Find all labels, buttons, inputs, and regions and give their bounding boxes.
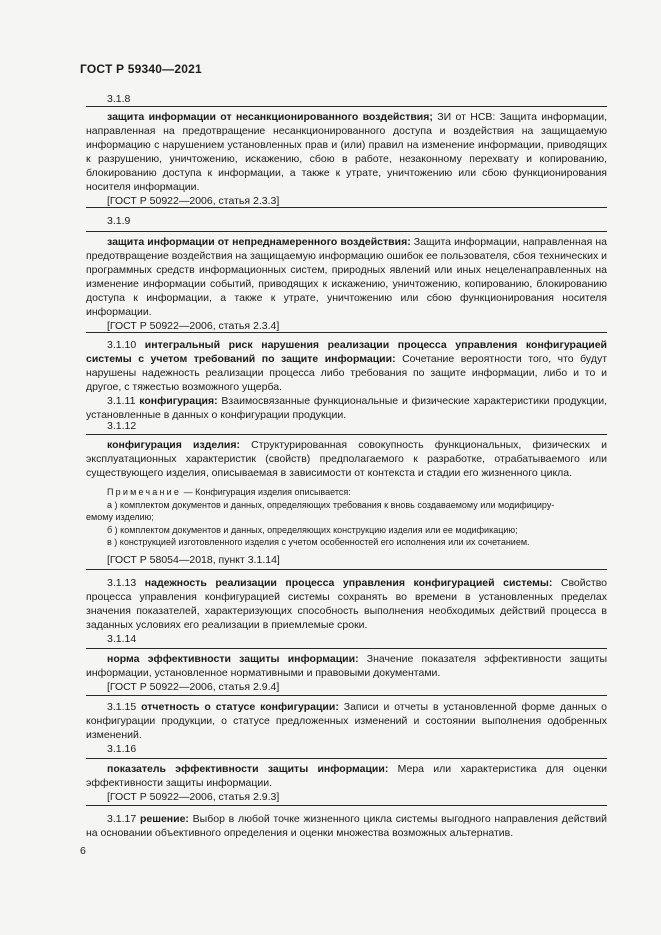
note-item-b: б ) комплектом документов и данных, определяющих конструкцию изделия или ее модификацию; — [107, 524, 518, 535]
definition-text-3-1-12: Структурированная совокупность функциональных, физических и эксплуатационных характеристик (свойств) предполагаемого к разработке, отрабатываемого или существующего изделия, описываемая в зависимости от контекста и стадии его жизненного цикла. — [86, 439, 607, 479]
note-item-a-continued: емому изделию; — [86, 512, 154, 522]
note-item-c: в ) конструкцией изготовленного изделия с учетом особенностей его исполнения или их сочетанием. — [107, 537, 530, 547]
term-3-1-17: решение: — [139, 813, 189, 825]
definition-text-3-1-9: Защита информации, направленная на предотвращение воздействия на защищаемую информацию ошибок ее пользователя, сбоя технических и программных средств информационных систем, природных явлений или иных нецеленаправленных на изменение информации событий, приводящих к искажению, уничтожению, копированию, блокированию доступа к информации, а также к утрате, уничтожению или сбою функционирования носителя информации. — [86, 236, 607, 318]
clause-number-3-1-15: 3.1.15 — [107, 701, 137, 713]
clause-number-3-1-17: 3.1.17 — [107, 813, 137, 825]
clause-3-1-17 — [86, 812, 607, 840]
source-ref-3-1-9: [ГОСТ Р 50922—2006, статья 2.3.4] — [107, 320, 280, 332]
term-3-1-13: надежность реализации процесса управления конфигурацией системы: — [144, 577, 553, 589]
definition-3-1-12 — [86, 438, 607, 480]
definition-text-3-1-13: Свойство процесса управления конфигурацией системы сохранять во времени в установленных пределах значения показателей, характеризующих способность выполнения необходимых действий процесса в заданных условиях его реализации в приемлемые сроки. — [86, 577, 607, 631]
definition-box-3-1-8 — [86, 106, 607, 208]
term-3-1-9: защита информации от непреднамеренного воздействия: — [107, 236, 411, 248]
source-ref-3-1-12: [ГОСТ Р 58054—2018, пункт 3.1.14] — [107, 553, 280, 566]
note-item-a: а ) комплектом документов и данных, определяющих требования к вновь создаваемому или модифициру- — [107, 499, 555, 510]
definition-text-3-1-11: Взаимосвязанные функциональные и физические характеристики продукции, установленные в данных о конфигурации продукции. — [86, 395, 608, 421]
clause-number-3-1-16: 3.1.16 — [107, 743, 137, 755]
definition-3-1-9 — [86, 235, 607, 319]
clause-number-3-1-10: 3.1.10 — [107, 339, 137, 351]
definition-text-3-1-8: ЗИ от НСВ: Защита информации, направленная на предотвращение несанкционированного доступа и воздействия на защищаемую информацию с нарушением установленных прав и (или) правил на изменение информации, приводящих к разрушению, уничтожению, искажению, сбою в работе, незаконному перехвату и копированию, блокированию доступа к информации, а также к утрате, уничтожению или сбою функционирования носителя информации. — [86, 111, 607, 193]
definition-box-3-1-12 — [86, 434, 607, 570]
definition-text-3-1-10: Сочетание вероятности того, что будут нарушены надежность реализации процесса либо требования по защите информации, либо и то и другое, с тяжестью возможного ущерба. — [86, 353, 608, 393]
source-ref-3-1-8: [ГОСТ Р 50922—2006, статья 2.3.3] — [107, 195, 280, 207]
term-3-1-15: отчетность о статусе конфигурации: — [141, 701, 339, 713]
definition-text-3-1-15: Записи и отчеты в установленной форме данных о конфигурации продукции, о статусе предложенных изменений и состоянии выполнения одобренных изменений. — [86, 701, 607, 741]
definition-3-1-14 — [86, 652, 607, 680]
term-3-1-11: конфигурация: — [139, 395, 218, 407]
source-ref-3-1-16: [ГОСТ Р 50922—2006, статья 2.9.3] — [107, 791, 280, 803]
document-header: ГОСТ Р 59340—2021 — [80, 62, 202, 76]
note-intro: — Конфигурация изделия описывается: — [181, 487, 351, 497]
clause-number-3-1-11: 3.1.11 — [107, 395, 136, 407]
definition-3-1-16 — [86, 762, 607, 790]
definition-text-3-1-16: Мера или характеристика для оценки эффективности защиты информации. — [86, 763, 607, 789]
clause-3-1-11 — [86, 394, 607, 422]
definition-text-3-1-17: Выбор в любой точке жизненного цикла системы выгодного направления действий на основании объективного определения и оценки множества возможных альтернатив. — [86, 813, 607, 839]
term-3-1-10: интегральный риск нарушения реализации процесса управления конфигурацией системы с учетом требований по защите информации: — [86, 339, 607, 365]
term-3-1-12: конфигурация изделия: — [107, 439, 240, 451]
definition-box-3-1-16 — [86, 758, 607, 806]
note-3-1-12 — [86, 486, 607, 499]
page-number: 6 — [80, 845, 86, 857]
source-ref-3-1-14: [ГОСТ Р 50922—2006, статья 2.9.4] — [107, 681, 280, 693]
clause-3-1-15 — [86, 700, 607, 742]
clause-3-1-13 — [86, 576, 607, 632]
clause-3-1-10 — [86, 338, 607, 422]
definition-box-3-1-9 — [86, 231, 607, 333]
definition-3-1-8 — [86, 110, 607, 194]
clause-number-3-1-9: 3.1.9 — [107, 215, 131, 227]
definition-box-3-1-14 — [86, 648, 607, 696]
definition-text-3-1-14: Значение показателя эффективности защиты информации, установленное нормативными и правовыми документами. — [86, 653, 607, 679]
term-3-1-8: защита информации от несанкционированного воздействия; — [107, 111, 433, 123]
clause-number-3-1-13: 3.1.13 — [107, 577, 137, 589]
term-3-1-14: норма эффективности защиты информации: — [107, 653, 359, 665]
clause-number-3-1-12: 3.1.12 — [107, 420, 137, 432]
clause-number-3-1-8: 3.1.8 — [107, 93, 131, 105]
note-label: Примечание — [107, 487, 182, 497]
term-3-1-16: показатель эффективности защиты информации: — [107, 763, 389, 775]
clause-number-3-1-14: 3.1.14 — [107, 633, 137, 645]
